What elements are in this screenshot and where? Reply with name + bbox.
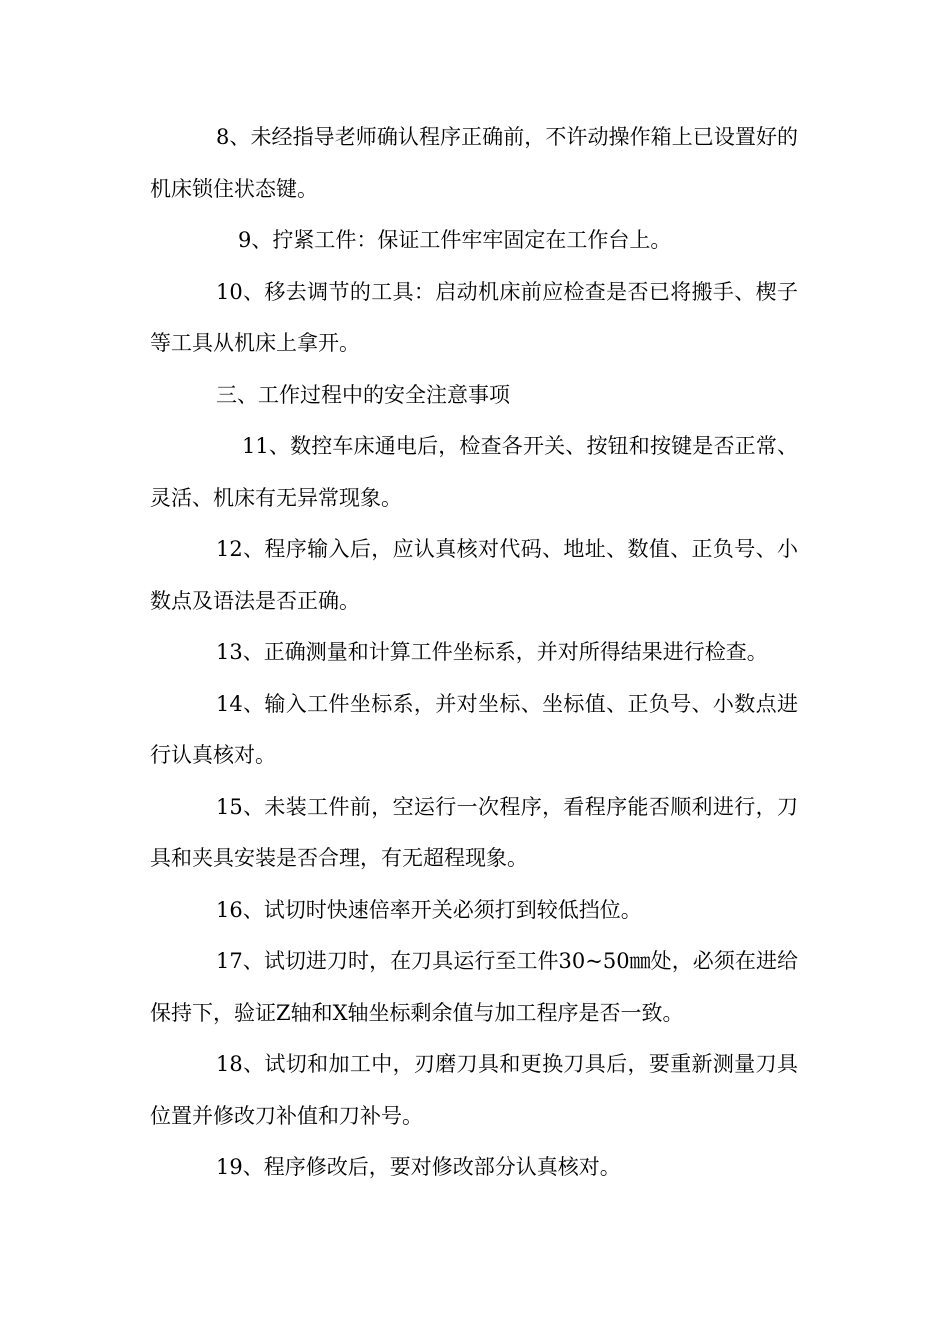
paragraph-item-16: 16、试切时快速倍率开关必须打到较低挡位。: [216, 897, 642, 922]
section-heading: 三、工作过程中的安全注意事项: [216, 382, 510, 407]
paragraph-item-19: 19、程序修改后，要对修改部分认真核对。: [216, 1155, 621, 1179]
paragraph-item-9: 9、拧紧工件：保证工件牢牢固定在工作台上。: [238, 228, 672, 252]
paragraph-item-11: 11、数控车床通电后，检查各开关、按钮和按键是否正常、灵活、机床有无异常现象。: [150, 434, 798, 510]
paragraph-item-13: 13、正确测量和计算工件坐标系，并对所得结果进行检查。: [216, 640, 768, 664]
paragraph-item-17: 17、试切进刀时，在刀具运行至工件30~50㎜处，必须在进给保持下，验证Z轴和X轴坐标剩余值与加工程序是否一致。: [150, 949, 798, 1025]
paragraph-item-12: 12、程序输入后，应认真核对代码、地址、数值、正负号、小数点及语法是否正确。: [150, 537, 798, 613]
document-body: [150, 112, 798, 1194]
paragraph-item-14: 14、输入工件坐标系，并对坐标、坐标值、正负号、小数点进行认真核对。: [150, 691, 798, 767]
paragraph-item-15: 15、未装工件前，空运行一次程序，看程序能否顺利进行，刀具和夹具安装是否合理，有无超程现象。: [150, 794, 798, 870]
paragraph-item-18: 18、试切和加工中，刃磨刀具和更换刀具后，要重新测量刀具位置并修改刀补值和刀补号。: [150, 1052, 798, 1128]
paragraph-item-8: 8、未经指导老师确认程序正确前，不许动操作箱上已设置好的机床锁住状态键。: [150, 125, 798, 201]
paragraph-item-10: 10、移去调节的工具：启动机床前应检查是否已将搬手、楔子等工具从机床上拿开。: [150, 279, 798, 355]
